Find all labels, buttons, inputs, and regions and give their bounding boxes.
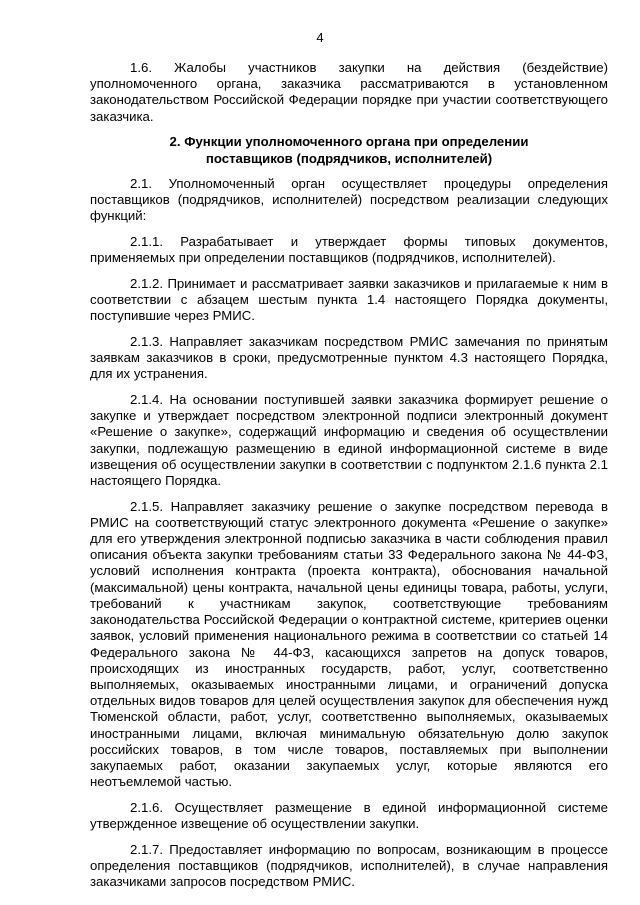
paragraph-2-1-3: 2.1.3. Направляет заказчикам посредством РМИС замечания по принятым заявкам заказчиков в сроки, предусмотренные пунктом 4.3 настоящего Порядка, для их устранения. xyxy=(90,333,608,382)
section-heading-line-1: 2. Функции уполномоченного органа при определении xyxy=(169,134,529,150)
paragraph-2-1-2: 2.1.2. Принимает и рассматривает заявки заказчиков и прилагаемые к ним в соответствии с абзацем шестым пункта 1.4 настоящего Порядка документы, поступившие через РМИС. xyxy=(90,275,608,324)
paragraph-2-1-6: 2.1.6. Осуществляет размещение в единой информационной системе утвержденное извещение об осуществлении закупки. xyxy=(90,799,608,832)
document-body xyxy=(90,60,608,900)
paragraph-2-1-7: 2.1.7. Предоставляет информацию по вопросам, возникающим в процессе определения поставщиков (подрядчиков, исполнителей), в случае направления заказчиками запросов посредством РМИС. xyxy=(90,841,608,890)
section-heading xyxy=(90,134,608,166)
paragraph-2-1: 2.1. Уполномоченный орган осуществляет процедуры определения поставщиков (подрядчиков, исполнителей) посредством реализации следующих функций: xyxy=(90,175,608,224)
page-number: 4 xyxy=(316,30,324,45)
section-heading-line-2: поставщиков (подрядчиков, исполнителей) xyxy=(205,150,493,166)
paragraph-2-1-4: 2.1.4. На основании поступившей заявки заказчика формирует решение о закупке и утверждает посредством электронной подписи электронный документ «Решение о закупке», содержащий информацию и сведения об осуществлении закупки, подлежащую размещению в единой информационной системе в виде извещения об осуществлении закупки в соответствии с подпунктом 2.1.6 пункта 2.1 настоящего Порядка. xyxy=(90,391,608,488)
paragraph-2-1-5: 2.1.5. Направляет заказчику решение о закупке посредством перевода в РМИС на соответствующий статус электронного документа «Решение о закупке» для его утверждения электронной подписью заказчика в части соблюдения правил описания объекта закупки требованиям статьи 33 Федерального закона № 44-ФЗ, условий исполнения контракта (проекта контракта), обоснования начальной (максимальной) цены контракта, начальной цены единицы товара, работы, услуги, требований к участникам закупок, соответствующие требованиям законодательства Российской Федерации о контрактной системе, критериев оценки заявок, условий применения национального режима в соответствии со статьей 14 Федерального закона № 44-ФЗ, касающихся запретов на допуск товаров, происходящих из иностранных государств, работ, услуг, соответственно выполняемых, оказываемых иностранными лицами, и ограничений допуска отдельных видов товаров для целей осуществления закупок для обеспечения нужд Тюменской области, работ, услуг, соответственно выполняемых, оказываемых иностранными лицами, включая минимальную обязательную долю закупок российских товаров, в том числе товаров, поставляемых при выполнении закупаемых работ, оказании закупаемых услуг, которые являются его неотъемлемой частью. xyxy=(90,498,608,790)
paragraph-2-1-1: 2.1.1. Разрабатывает и утверждает формы типовых документов, применяемых при определении поставщиков (подрядчиков, исполнителей). xyxy=(90,233,608,266)
paragraph-1-6: 1.6. Жалобы участников закупки на действия (бездействие) уполномоченного органа, заказчика рассматриваются в установленном законодательством Российской Федерации порядке при участии соответствующего заказчика. xyxy=(90,60,608,124)
